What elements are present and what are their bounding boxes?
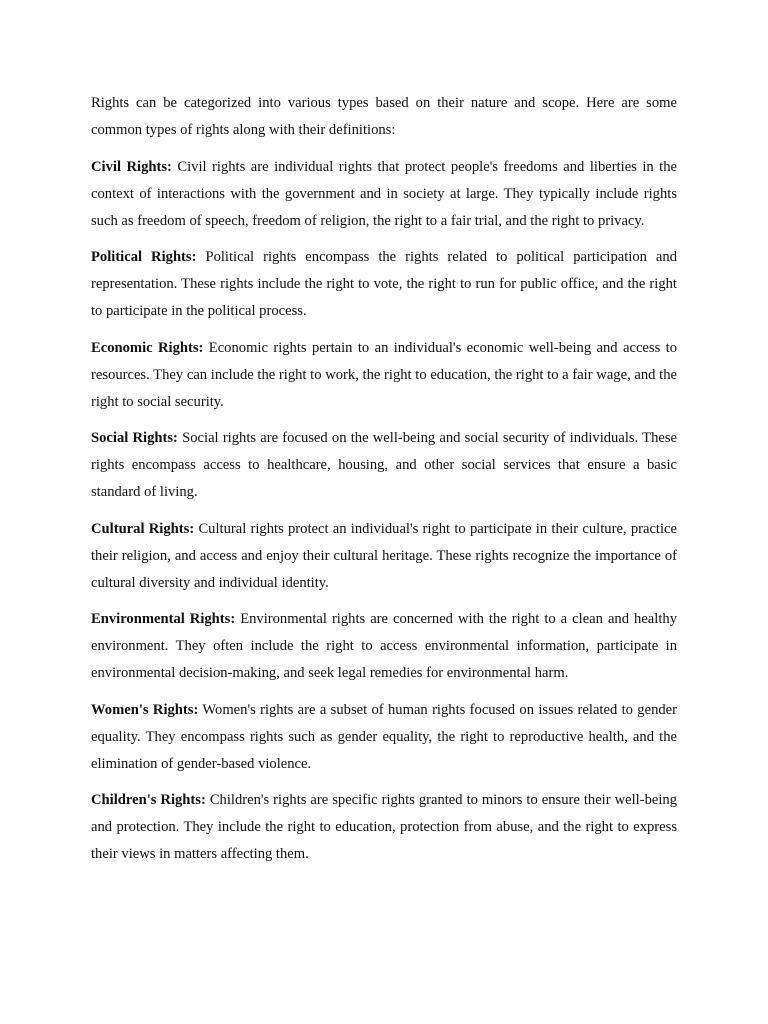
- section-term: Social Rights:: [91, 430, 178, 446]
- section-term: Civil Rights:: [91, 158, 172, 175]
- section-womens-rights: [91, 697, 677, 778]
- section-term: Children's Rights:: [91, 792, 206, 808]
- section-economic-rights: [91, 335, 677, 416]
- section-term: Economic Rights:: [91, 339, 204, 356]
- section-term: Women's Rights:: [91, 701, 199, 718]
- document-page: [91, 90, 677, 878]
- section-term: Political Rights:: [91, 249, 197, 265]
- section-definition: Children's rights are specific rights granted to minors to ensure their well-being and protection. They include the right to education, protection from abuse, and the right to express their views in matters affecting them.: [91, 792, 677, 862]
- intro-paragraph: Rights can be categorized into various types based on their nature and scope. Here are some common types of rights along with their definitions:: [91, 95, 677, 138]
- section-cultural-rights: [91, 516, 677, 597]
- section-civil-rights: [91, 154, 677, 235]
- section-definition: Civil rights are individual rights that protect people's freedoms and liberties in the context of interactions with the government and in society at large. They typically include rights such as freedom of speech, freedom of religion, the right to a fair trial, and the right to privacy.: [91, 158, 677, 229]
- section-social-rights: [91, 425, 677, 506]
- section-definition: Cultural rights protect an individual's right to participate in their culture, practice their religion, and access and enjoy their cultural heritage. These rights recognize the importance of cultural diversity and individual identity.: [91, 520, 677, 591]
- section-definition: Economic rights pertain to an individual's economic well-being and access to resources. They can include the right to work, the right to education, the right to a fair wage, and the right to social security.: [91, 339, 677, 410]
- section-definition: Political rights encompass the rights related to political participation and representation. These rights include the right to vote, the right to run for public office, and the right to participate in the political process.: [91, 249, 678, 319]
- section-term: Environmental Rights:: [91, 611, 236, 627]
- section-term: Cultural Rights:: [91, 520, 195, 537]
- section-definition: Environmental rights are concerned with the right to a clean and healthy environment. They often include the right to access environmental information, participate in environmental decision-making, and seek legal remedies for environmental harm.: [91, 611, 677, 681]
- section-political-rights: [91, 244, 677, 325]
- section-definition: Women's rights are a subset of human rights focused on issues related to gender equality. They encompass rights such as gender equality, the right to reproductive health, and the elimination of gender-based violence.: [91, 701, 678, 772]
- section-environmental-rights: [91, 606, 677, 687]
- section-definition: Social rights are focused on the well-being and social security of individuals. These rights encompass access to healthcare, housing, and other social services that ensure a basic standard of living.: [91, 430, 677, 500]
- section-childrens-rights: [91, 787, 677, 868]
